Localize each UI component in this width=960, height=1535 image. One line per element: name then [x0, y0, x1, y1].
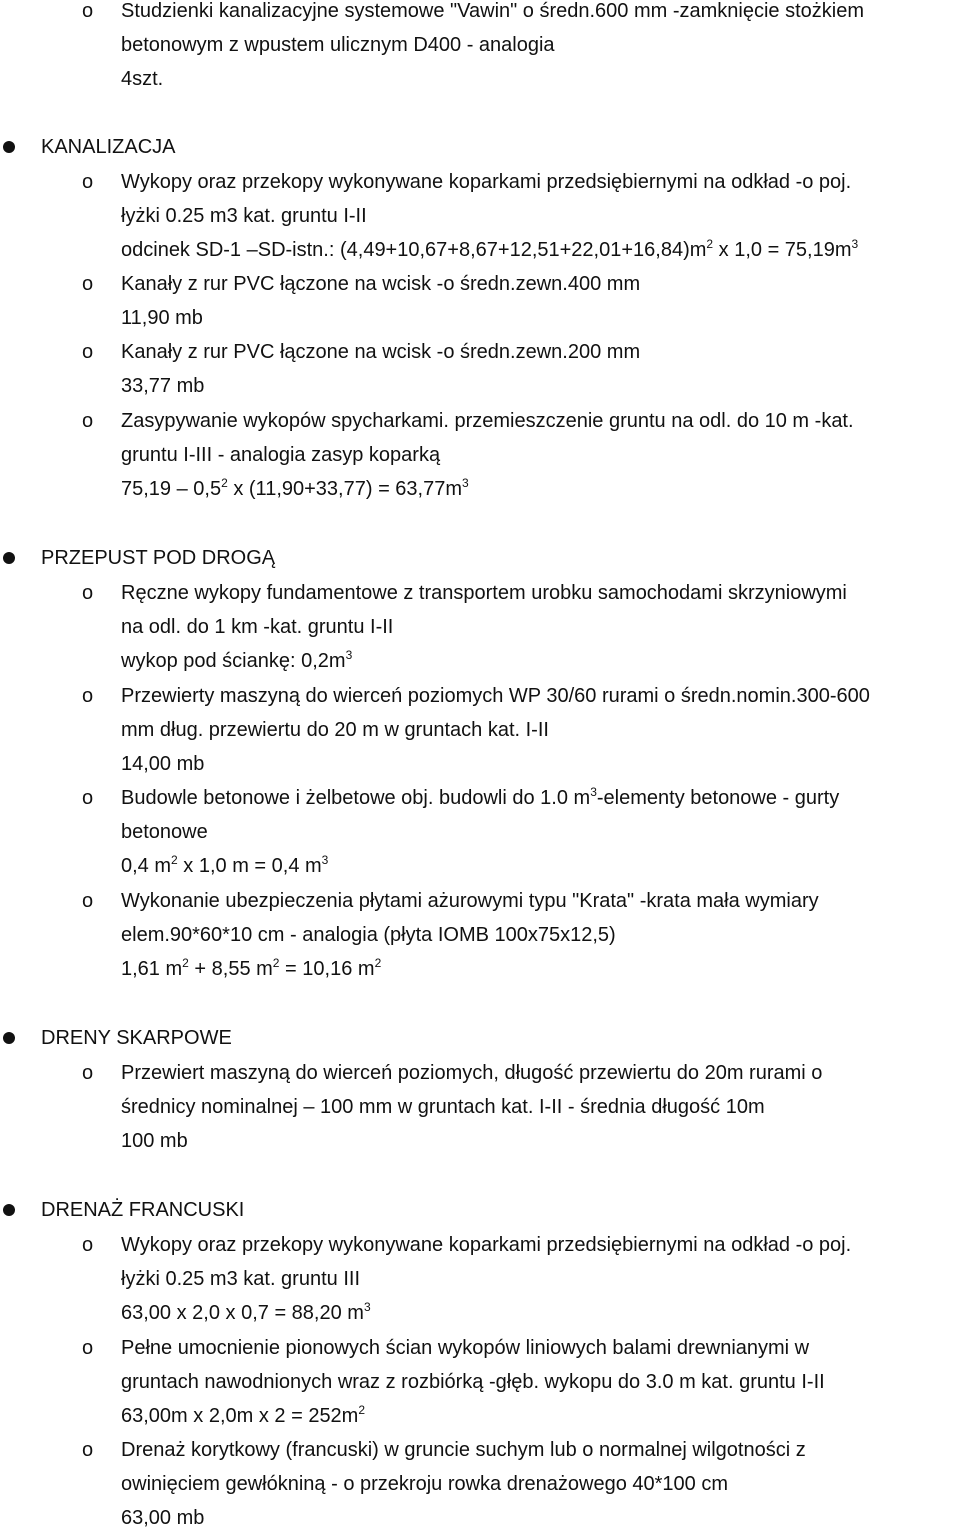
list-marker-o: o [82, 1234, 94, 1256]
section-title: PRZEPUST POD DROGĄ [41, 547, 276, 569]
text-line: Wykopy oraz przekopy wykonywane koparkami przedsiębiernymi na odkład -o poj. [121, 1234, 852, 1256]
text-line: Drenaż korytkowy (francuski) w gruncie suchym lub o normalnej wilgotności z [121, 1439, 806, 1461]
list-marker-o: o [82, 787, 94, 809]
text-line: 63,00m x 2,0m x $2 = 252m^2$ [121, 1403, 366, 1427]
text-line: Przewierty maszyną do wierceń poziomych WP 30/60 rurami o średn.nomin.300-600 [121, 685, 870, 707]
list-marker-o: o [82, 1337, 94, 1359]
bullet-icon [3, 552, 15, 564]
text-line: Pełne umocnienie pionowych ścian wykopów liniowych balami drewnianymi w [121, 1337, 810, 1359]
text-line: 33,77 mb [121, 375, 205, 397]
text-line: łyżki 0.25 m3 kat. gruntu I-II [121, 205, 367, 227]
list-marker-o: o [82, 582, 94, 604]
text-line: $75,19 - 0,5^2$ x $(11,90+33,77) = 63,77m^3$ [121, 476, 469, 500]
text-line: betonowe [121, 821, 208, 843]
text-line: owinięciem gewłókniną - o przekroju rowka drenażowego 40*100 cm [121, 1473, 728, 1495]
list-marker-o: o [82, 685, 94, 707]
text-line: 1,61 $m^2 + 8,55$ $m^2 = 10,16$ $m^2$ [121, 956, 382, 980]
list-marker-o: o [82, 410, 94, 432]
section-title: KANALIZACJA [41, 136, 176, 158]
text-line: Przewiert maszyną do wierceń poziomych, długość przewiertu do 20m rurami o [121, 1062, 823, 1084]
text-line: 100 mb [121, 1130, 188, 1152]
bullet-icon [3, 1204, 15, 1216]
section-title: DRENAŻ FRANCUSKI [41, 1199, 245, 1221]
text-line: Ręczne wykopy fundamentowe z transportem urobku samochodami skrzyniowymi [121, 582, 847, 604]
text-line: betonowym z wpustem ulicznym D400 - analogia [121, 34, 555, 56]
list-marker-o: o [82, 273, 94, 295]
text-line: wykop pod ściankę: $0,2m^3$ [121, 648, 353, 672]
text-line: 4szt. [121, 68, 164, 90]
text-line: Kanały z rur PVC łączone na wcisk -o średn.zewn.400 mm [121, 273, 641, 295]
text-line: na odl. do 1 km -kat. gruntu I-II [121, 616, 394, 638]
section-title: DRENY SKARPOWE [41, 1027, 232, 1049]
text-line: 0,4 $m^2$ x 1,0 m = 0,4 $m^3$ [121, 853, 329, 877]
text-line: gruntu I-III - analogia zasyp koparką [121, 444, 441, 466]
list-marker-o: o [82, 0, 94, 22]
list-marker-o: o [82, 341, 94, 363]
bullet-icon [3, 1032, 15, 1044]
text-line: mm dług. przewiertu do 20 m w gruntach kat. I-II [121, 719, 549, 741]
list-marker-o: o [82, 1439, 94, 1461]
text-line: odcinek SD-1 –SD-istn.: $(4,49+10,67+8,67+12,51+22,01+16,84)m^2$ x $1,0 = 75,19m^3$ [121, 237, 859, 261]
text-line: 11,90 mb [121, 307, 203, 329]
text-line: Wykopy oraz przekopy wykonywane koparkami przedsiębiernymi na odkład -o poj. [121, 171, 852, 193]
text-line: 63,00 x 2,0 x 0,7 = 88,20 $m^3$ [121, 1300, 371, 1324]
text-line: 63,00 mb [121, 1507, 205, 1529]
text-line: Zasypywanie wykopów spycharkami. przemieszczenie gruntu na odl. do 10 m -kat. [121, 410, 854, 432]
text-line: Budowle betonowe i żelbetowe obj. budowli do 1.0 $m^3$-elementy betonowe - gurty [121, 785, 840, 809]
bullet-icon [3, 141, 15, 153]
text-line: elem.90*60*10 cm - analogia (płyta IOMB 100x75x12,5) [121, 924, 616, 946]
text-line: Kanały z rur PVC łączone na wcisk -o średn.zewn.200 mm [121, 341, 641, 363]
text-line: gruntach nawodnionych wraz z rozbiórką -głęb. wykopu do 3.0 m kat. gruntu I-II [121, 1371, 825, 1393]
text-line: Wykonanie ubezpieczenia płytami ażurowymi typu "Krata" -krata mała wymiary [121, 890, 819, 912]
text-line: Studzienki kanalizacyjne systemowe "Vawin" o średn.600 mm -zamknięcie stożkiem [121, 0, 865, 22]
list-marker-o: o [82, 171, 94, 193]
list-marker-o: o [82, 1062, 94, 1084]
text-line: łyżki 0.25 m3 kat. gruntu III [121, 1268, 360, 1290]
list-marker-o: o [82, 890, 94, 912]
text-line: 14,00 mb [121, 753, 205, 775]
text-line: średnicy nominalnej – 100 mm w gruntach kat. I-II - średnia długość 10m [121, 1096, 765, 1118]
